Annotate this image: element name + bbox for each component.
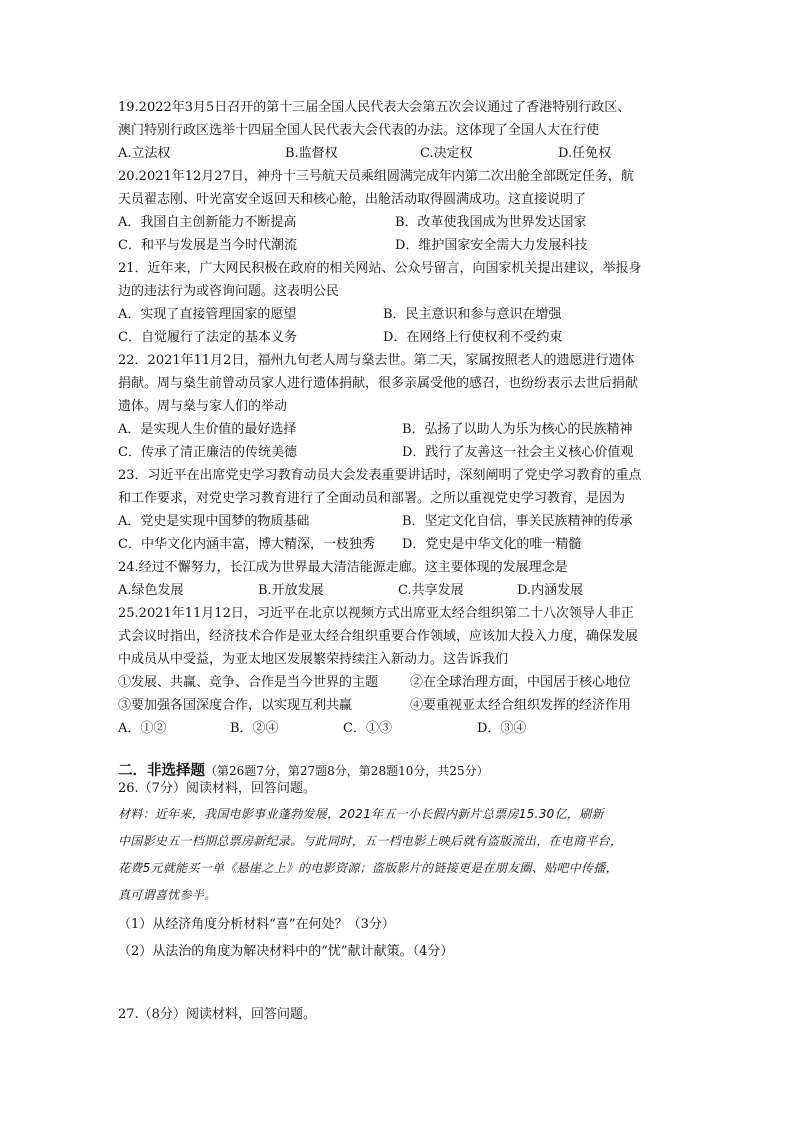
q21-option-a: A．实现了直接管理国家的愿望: [118, 307, 297, 322]
q19-option-c: C.决定权: [420, 146, 473, 161]
q20-option-b: B．改革使我国成为世界发达国家: [395, 215, 587, 230]
q25-item-2: ②在全球治理方面，中国居于核心地位: [410, 675, 632, 690]
q25-stem-line-2: 式会议时指出，经济技术合作是亚太经合组织重要合作领域，应该加大投入力度，确保发展: [118, 629, 639, 644]
q22-stem-line-2: 捐献。周与燊生前曾动员家人进行遗体捐献，很多亲属受他的感召，也纷纷表示去世后捐献: [118, 376, 639, 391]
q21-option-c: C．自觉履行了法定的基本义务: [118, 330, 297, 345]
q24-stem-line-1: 24.经过不懈努力，长江成为世界最大清洁能源走廊。这主要体现的发展理念是: [118, 560, 568, 575]
q19-option-a: A.立法权: [118, 146, 171, 161]
q23-option-c: C．中华文化内涵丰富，博大精深，一枝独秀: [118, 537, 375, 552]
q26-stem: 26.（7分）阅读材料，回答问题。: [118, 781, 316, 796]
q26-subquestion-2: （2）从法治的角度为解决材料中的“忧”献计献策。（4分）: [118, 944, 454, 959]
q21-option-b: B．民主意识和参与意识在增强: [383, 307, 562, 322]
q25-item-4: ④要重视亚太经合组织发挥的经济作用: [410, 698, 632, 713]
q25-item-1: ①发展、共赢、竞争、合作是当今世界的主题: [118, 675, 379, 690]
q27-stem: 27.（8分）阅读材料，回答问题。: [118, 1007, 316, 1022]
section-2-note: （第26题7分，第27题8分，第28题10分，共25分）: [205, 764, 489, 778]
q23-option-a: A．党史是实现中国梦的物质基础: [118, 514, 310, 529]
q22-option-c: C．传承了清正廉洁的传统美德: [118, 445, 297, 460]
q24-option-d: D.内涵发展: [517, 583, 584, 598]
q26-subquestion-1: （1）从经济角度分析材料“喜”在何处？（3分）: [118, 917, 395, 932]
q20-stem-line-2: 天员翟志刚、叶光富安全返回天和核心舱，出舱活动取得圆满成功。这直接说明了: [118, 192, 587, 207]
q20-stem-line-1: 20.2021年12月27日，神舟十三号航天员乘组圆满完成年内第二次出舱全部既定任务，航: [118, 169, 634, 184]
q25-option-a: A．①②: [118, 721, 167, 736]
q25-option-c: C．①③: [343, 721, 392, 736]
q23-option-d: D．党史是中华文化的唯一精髓: [402, 537, 582, 552]
q25-option-d: D．③④: [477, 721, 527, 736]
q19-stem-line-2: 澳门特别行政区选举十四届全国人民代表大会代表的办法。这体现了全国人大在行使: [118, 123, 600, 138]
q23-option-b: B．坚定文化自信，事关民族精神的传承: [402, 514, 633, 529]
q22-option-d: D．践行了友善这一社会主义核心价值观: [402, 445, 634, 460]
q23-stem-line-2: 和工作要求，对党史学习教育进行了全面动员和部署。之所以重视党史学习教育，是因为: [118, 491, 626, 506]
q21-option-d: D．在网络上行使权利不受约束: [383, 330, 563, 345]
q21-stem-line-2: 边的违法行为或咨询问题。这表明公民: [118, 284, 340, 299]
q19-option-b: B.监督权: [285, 146, 338, 161]
q22-stem-line-3: 遗体。周与燊与家人们的举动: [118, 399, 288, 414]
q22-stem-line-1: 22．2021年11月2日，福州九旬老人周与燊去世。第二天，家属按照老人的遗愿进行遗体: [118, 353, 635, 368]
q24-option-b: B.开放发展: [258, 583, 324, 598]
q20-option-d: D．维护国家安全需大力发展科技: [395, 238, 588, 253]
q24-option-c: C.共享发展: [398, 583, 464, 598]
q26-material-line-3: 花费5元就能买一单《悬崖之上》的电影资源；盗版影片的链接更是在朋友圈、贴吧中传播，: [118, 861, 618, 875]
q25-stem-line-1: 25.2021年11月12日，习近平在北京以视频方式出席亚太经合组织第二十八次领导人非正: [118, 606, 634, 621]
q19-option-d: D.任免权: [558, 146, 612, 161]
q20-option-c: C．和平与发展是当今时代潮流: [118, 238, 297, 253]
q25-item-3: ③要加强各国深度合作，以实现互利共赢: [118, 698, 353, 713]
q22-option-b: B．弘扬了以助人为乐为核心的民族精神: [402, 422, 633, 437]
q25-stem-line-3: 中成员从中受益，为亚太地区发展繁荣持续注入新动力。这告诉我们: [118, 652, 509, 667]
q23-stem-line-1: 23．习近平在出席党史学习教育动员大会发表重要讲话时，深刻阐明了党史学习教育的重点: [118, 468, 642, 483]
q24-option-a: A.绿色发展: [118, 583, 184, 598]
q22-option-a: A．是实现人生价值的最好选择: [118, 422, 297, 437]
q25-option-b: B．②④: [230, 721, 279, 736]
section-2-title: 二．非选择题: [118, 762, 205, 779]
q19-stem-line-1: 19.2022年3月5日召开的第十三届全国人民代表大会第五次会议通过了香港特别行政区、: [118, 100, 631, 115]
q26-material-line-1: 材料：近年来，我国电影事业蓬勃发展，2021年五一小长假内新片总票房15.30亿，刷新: [118, 807, 604, 821]
q26-material-line-2: 中国影史五一档期总票房新纪录。与此同时，五一档电影上映后就有盗版流出，在电商平台，: [118, 834, 623, 848]
q21-stem-line-1: 21．近年来，广大网民积极在政府的相关网站、公众号留言，向国家机关提出建议，举报身: [118, 261, 642, 276]
q20-option-a: A．我国自主创新能力不断提高: [118, 215, 297, 230]
q26-material-line-4: 真可谓喜忧参半。: [118, 888, 217, 902]
